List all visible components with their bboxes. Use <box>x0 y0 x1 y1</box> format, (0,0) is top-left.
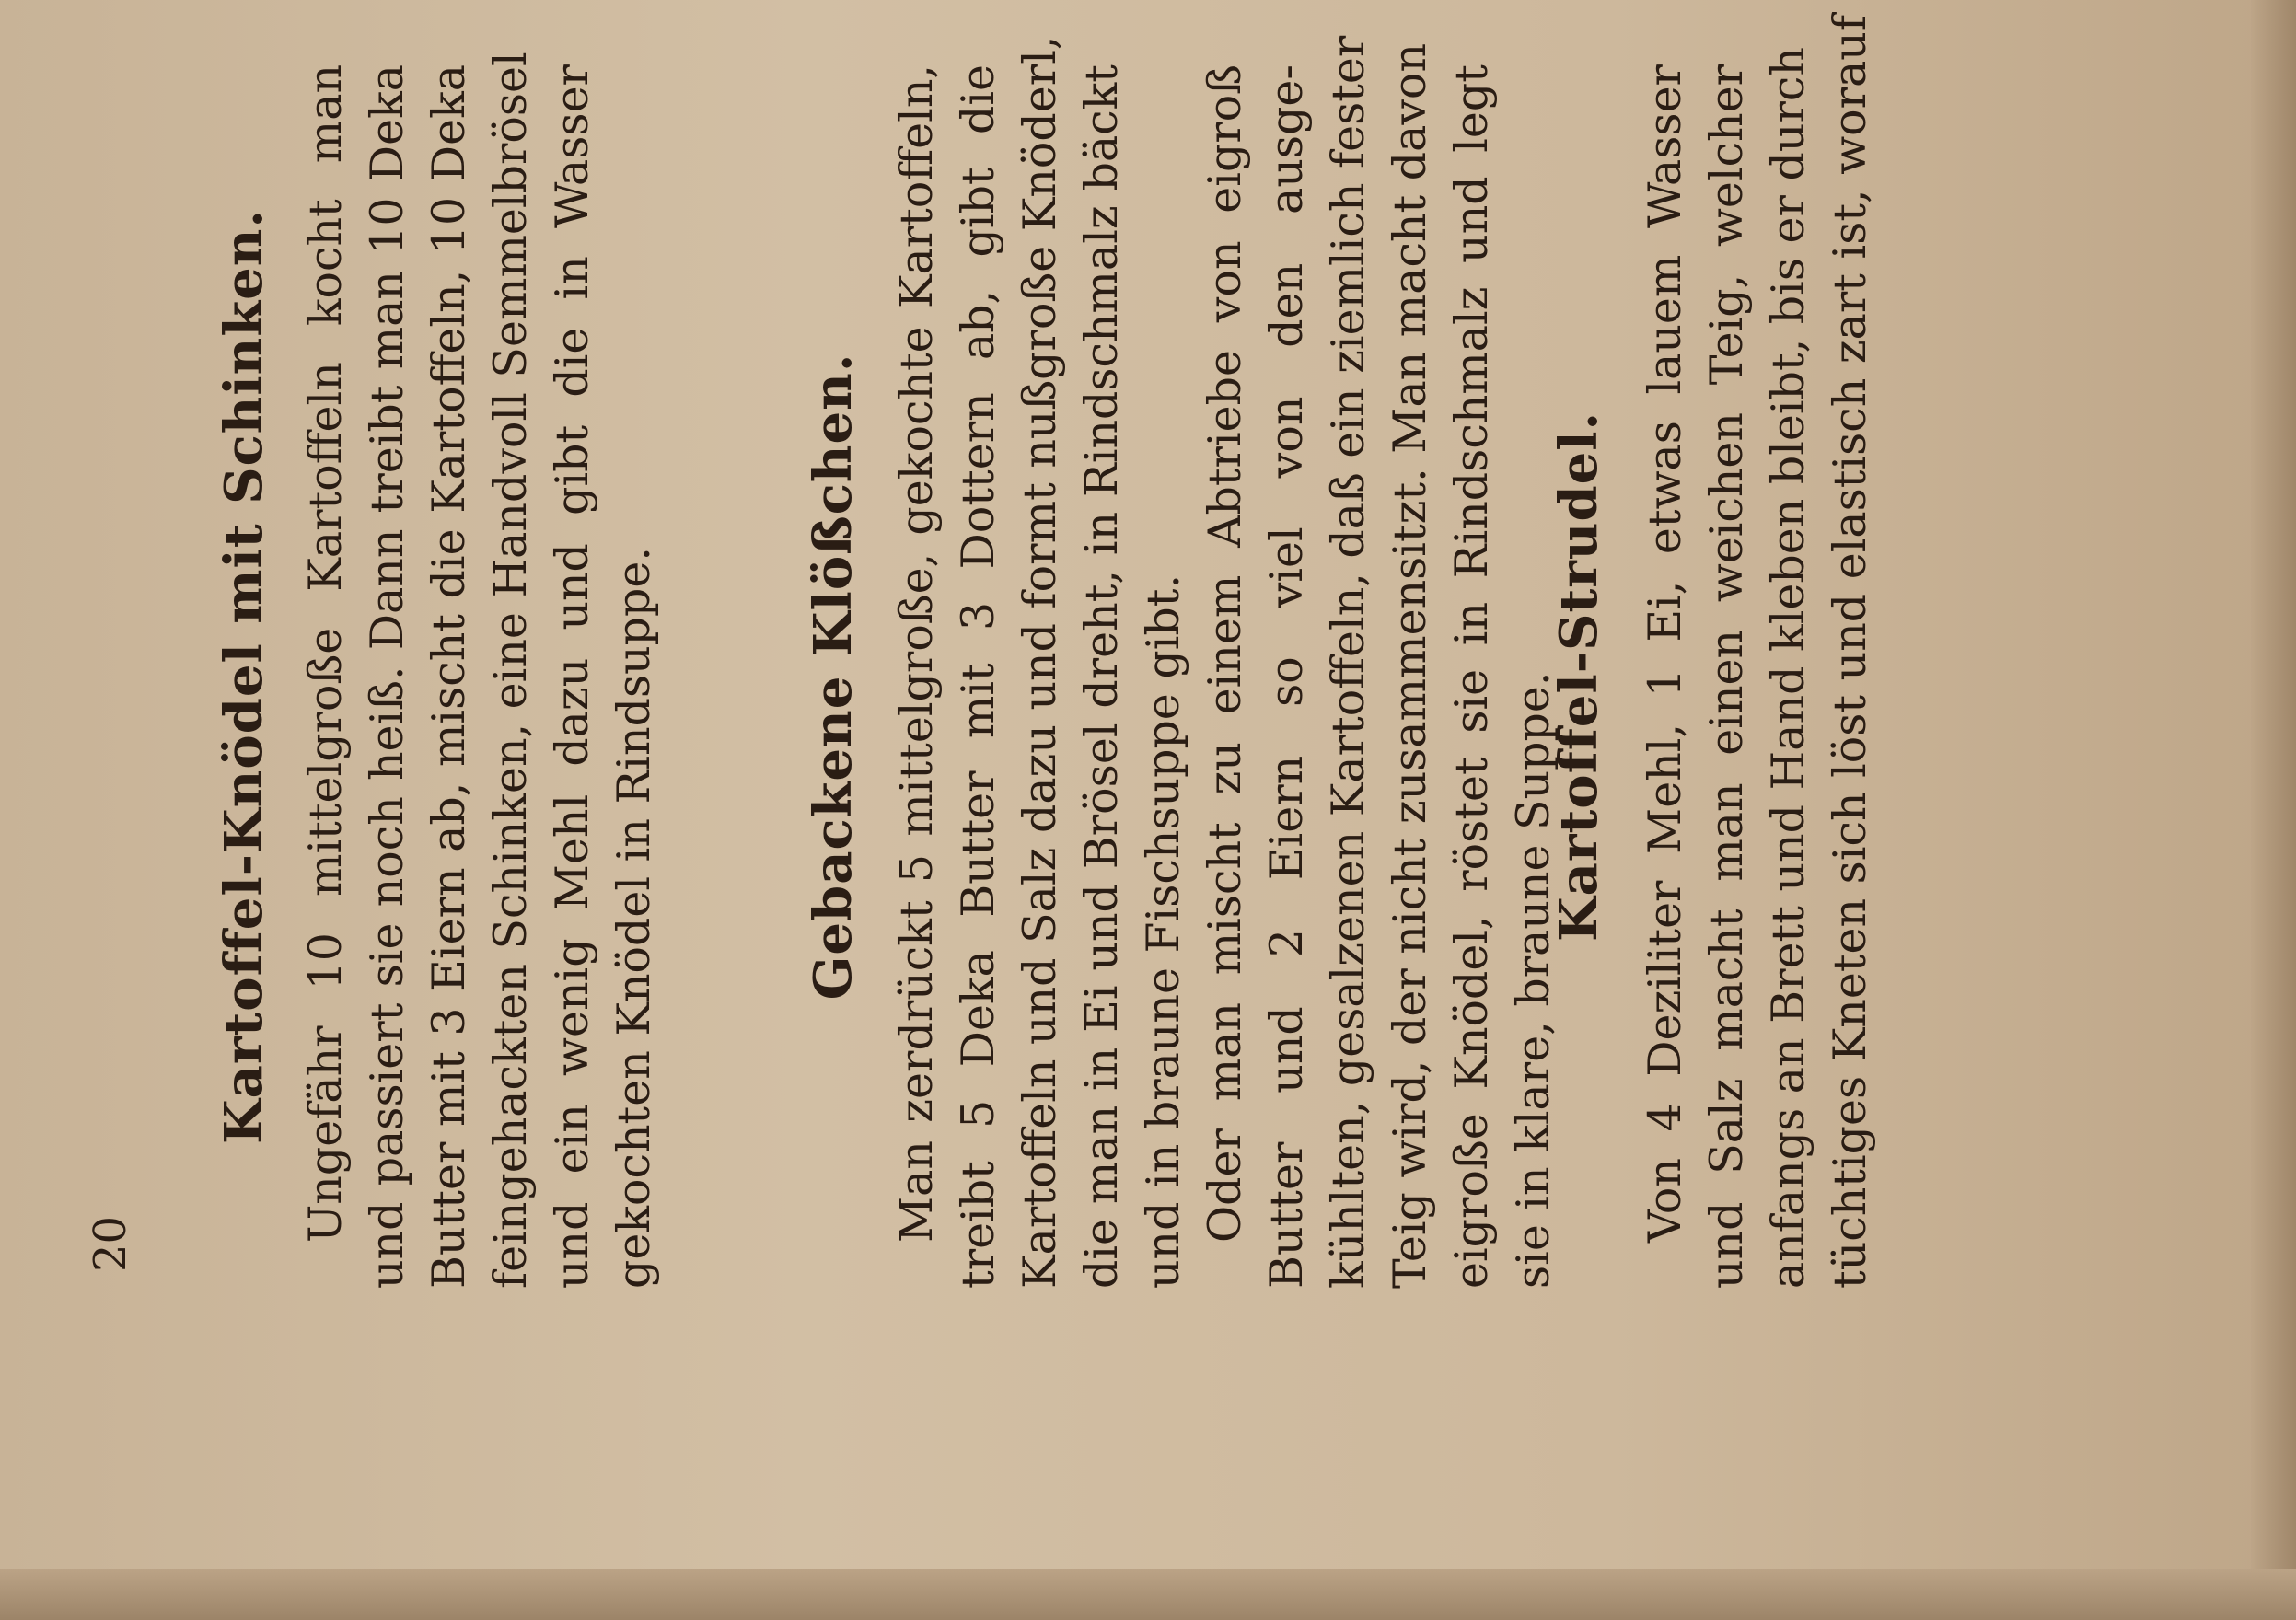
recipe-title-gebackene-kloesschen: Gebackene Klößchen. <box>803 353 864 1001</box>
page-edge-bottom <box>0 1569 2296 1620</box>
text-line: eigroße Knödel, röstet sie in Rindschmalz und legt <box>1445 64 1498 1289</box>
recipe-paragraph <box>295 52 665 1289</box>
recipe-paragraph <box>886 35 1564 1289</box>
text-line: und in braune Fischsuppe gibt. <box>1137 573 1189 1289</box>
text-line: anfangs an Brett und Hand kleben bleibt, bis er durch <box>1762 47 1815 1289</box>
text-line: Butter mit 3 Eiern ab, mischt die Kartoffeln, 10 Deka <box>423 64 475 1289</box>
text-line: gekochten Knödel in Rindsuppe. <box>608 547 660 1289</box>
page-edge-right <box>2251 0 2296 1620</box>
text-line: sie in klare, braune Suppe. <box>1507 671 1560 1289</box>
recipe-title-kartoffel-strudel: Kartoffel-Strudel. <box>1548 411 1609 943</box>
text-line: Teig wird, der nicht zusammensitzt. Man macht davon <box>1384 42 1436 1289</box>
text-line: kühlten, gesalzenen Kartoffeln, daß ein ziemlich fester <box>1322 35 1374 1289</box>
text-line: Man zerdrückt 5 mittelgroße, gekochte Kartoffeln, <box>890 64 943 1243</box>
text-line: und passiert sie noch heiß. Dann treibt man 10 Deka <box>361 64 413 1289</box>
text-line: die man in Ei und Brösel dreht, in Rindschmalz bäckt <box>1075 64 1128 1289</box>
text-line: Oder man mischt zu einem Abtriebe von eigroß <box>1199 64 1251 1243</box>
text-line: Ungefähr 10 mittelgroße Kartoffeln kocht man <box>299 64 352 1243</box>
text-line: treibt 5 Deka Butter mit 3 Dottern ab, gibt die <box>952 64 1004 1289</box>
recipe-title-kartoffel-knoedel: Kartoffel-Knödel mit Schinken. <box>214 208 274 1145</box>
text-line: Von 4 Deziliter Mehl, 1 Ei, etwas lauem Wasser <box>1639 64 1691 1243</box>
page-number: 20 <box>85 1215 136 1272</box>
text-line: und ein wenig Mehl dazu und gibt die in Wasser <box>546 64 598 1289</box>
text-line: Kartoffeln und Salz dazu und formt nußgroße Knöderl, <box>1014 35 1066 1289</box>
text-line: feingehackten Schinken, eine Handvoll Semmelbrösel <box>484 52 537 1289</box>
text-line: Butter und 2 Eiern so viel von den ausge- <box>1260 64 1313 1289</box>
text-line: tüchtiges Kneten sich löst und elastisch zart ist, worauf <box>1824 15 1876 1289</box>
text-line: und Salz macht man einen weichen Teig, welcher <box>1700 64 1753 1289</box>
book-page <box>83 15 2108 1289</box>
recipe-paragraph <box>1634 15 1881 1289</box>
